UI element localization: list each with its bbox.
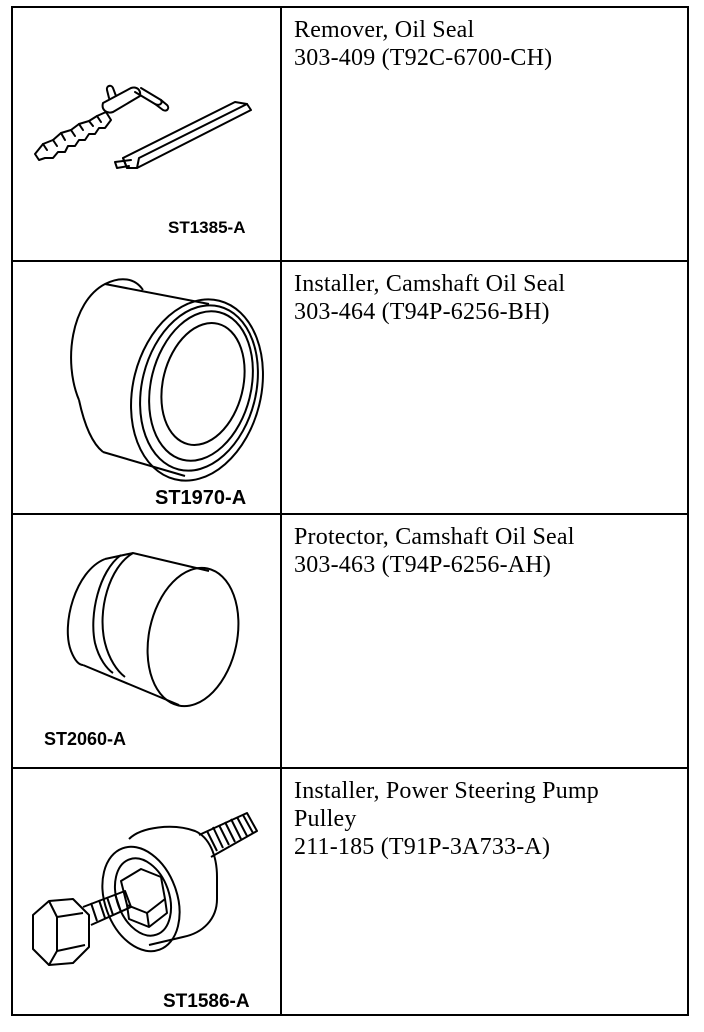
illustration-cell bbox=[13, 769, 282, 1014]
tool-part-number: 211-185 (T91P-3A733-A) bbox=[294, 834, 551, 860]
illustration-cell bbox=[13, 8, 282, 260]
tool-part-number: 303-464 (T94P-6256-BH) bbox=[294, 299, 550, 325]
table-row bbox=[13, 262, 687, 515]
tool-part-number: 303-409 (T92C-6700-CH) bbox=[294, 45, 553, 71]
table-row bbox=[13, 8, 687, 262]
illustration-cell bbox=[13, 262, 282, 513]
pulley-installer-icon bbox=[13, 769, 280, 1012]
description-cell bbox=[282, 262, 687, 513]
table-row bbox=[13, 515, 687, 769]
description-cell bbox=[282, 515, 687, 767]
figure-code: ST1970-A bbox=[155, 487, 247, 509]
special-tools-table bbox=[11, 6, 689, 1016]
tool-name: Protector, Camshaft Oil Seal bbox=[294, 524, 575, 550]
figure-code: ST2060-A bbox=[44, 729, 127, 749]
camshaft-seal-installer-icon bbox=[13, 262, 280, 513]
illustration-cell bbox=[13, 515, 282, 767]
description-cell bbox=[282, 8, 687, 260]
tool-name: Remover, Oil Seal bbox=[294, 17, 475, 43]
description-cell bbox=[282, 769, 687, 1014]
figure-code: ST1385-A bbox=[168, 218, 246, 237]
tool-part-number: 303-463 (T94P-6256-AH) bbox=[294, 552, 552, 578]
tool-name: Installer, Power Steering Pump Pulley bbox=[294, 778, 599, 832]
table-row bbox=[13, 769, 687, 1014]
tool-name: Installer, Camshaft Oil Seal bbox=[294, 271, 566, 297]
figure-code: ST1586-A bbox=[163, 991, 250, 1012]
